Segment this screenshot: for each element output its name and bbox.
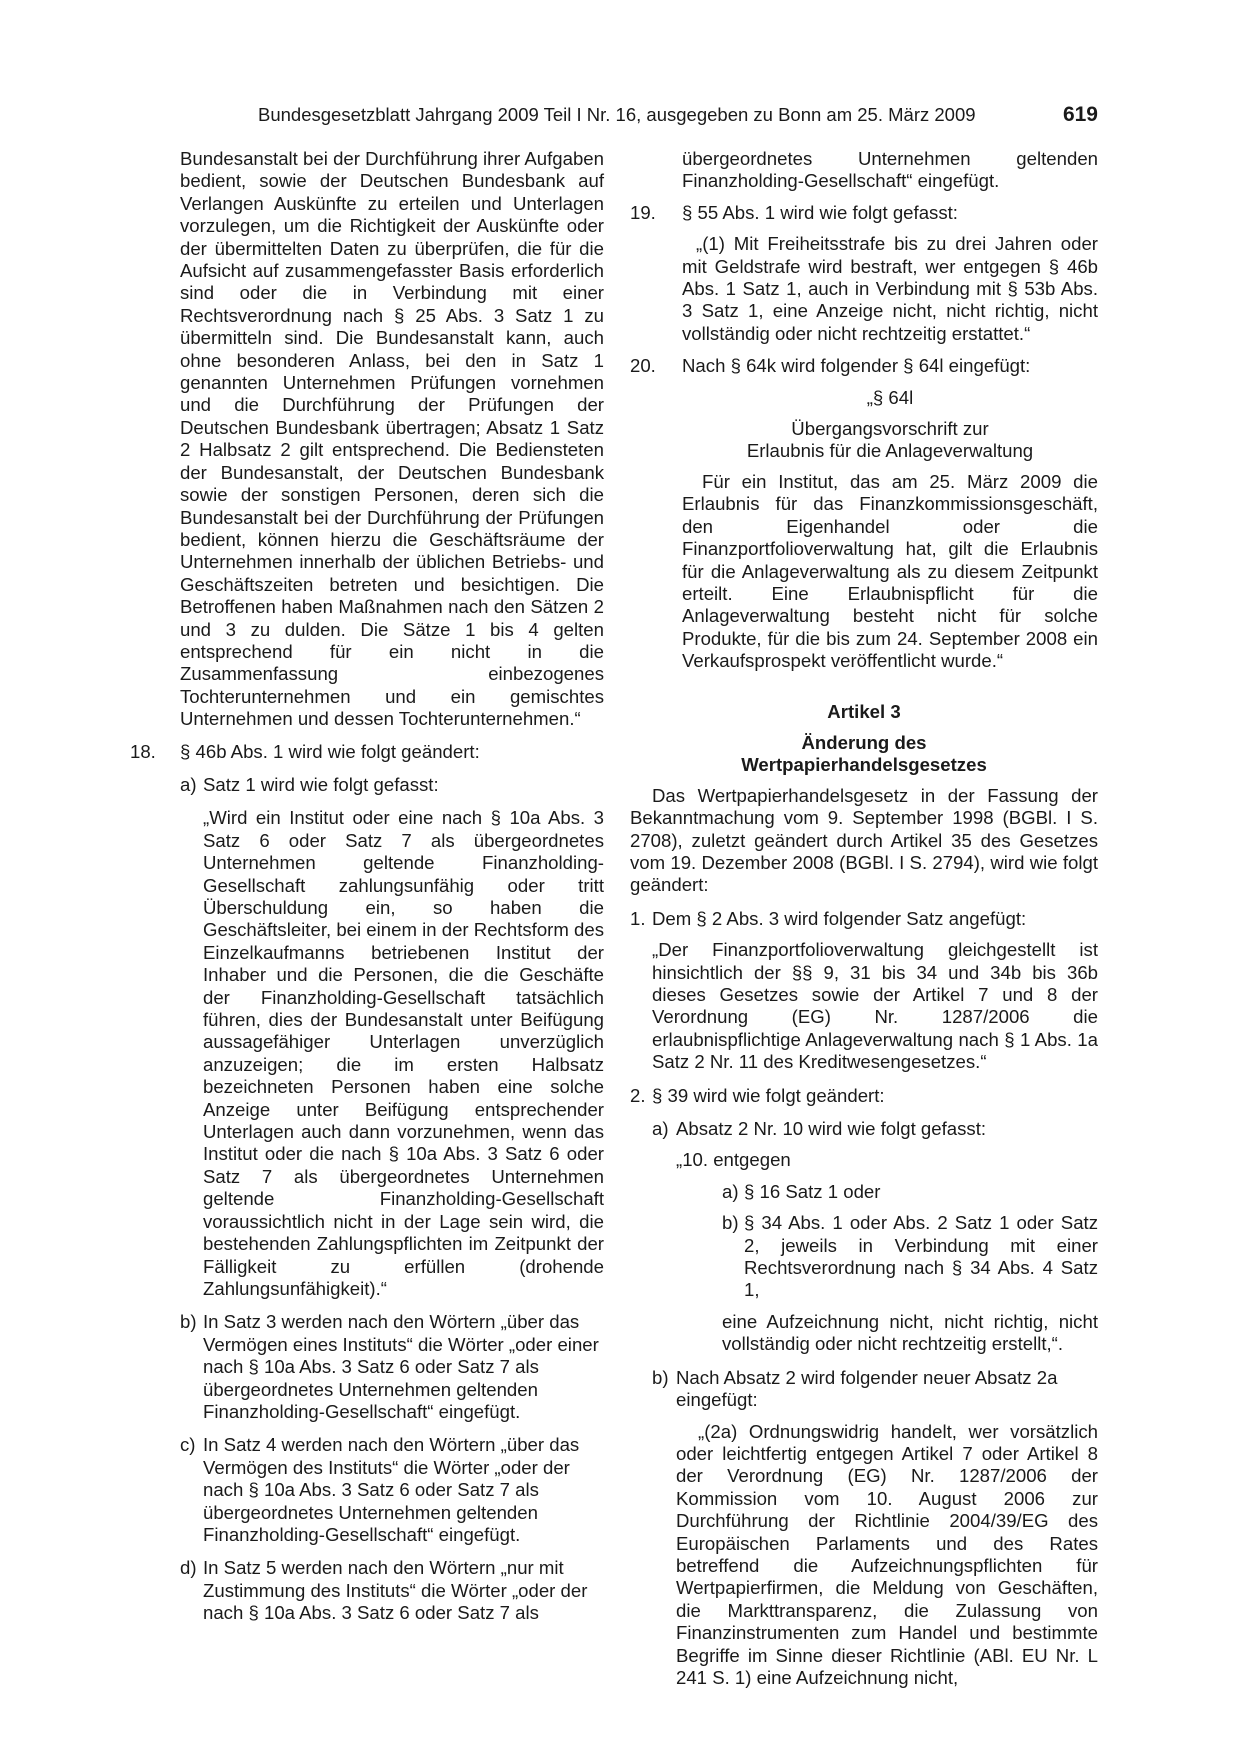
- sub-item-label: b): [652, 1366, 669, 1388]
- item-number: 20.: [630, 355, 656, 377]
- sub-item-text: Satz 1 wird wie folgt gefasst:: [203, 773, 439, 795]
- section-heading: „§ 64l: [866, 386, 914, 408]
- item-text: § 46b Abs. 1 wird wie folgt geändert:: [180, 740, 480, 762]
- sub-item-label: a): [722, 1180, 739, 1202]
- sub-item-d: [180, 1557, 604, 1624]
- article-intro: Das Wertpapierhandelsgesetz in der Fassung der Bekanntmachung vom 9. September 1998 (BGBl. I S. 2708), zuletzt geändert durch Artikel 35 des Gesetzes vom 19. Dezember 2008 (BGBl. I S. 2794), wird wie folgt geändert:: [630, 784, 1098, 896]
- continued-paragraph: Bundesanstalt bei der Durchführung ihrer Aufgaben bedient, sowie der Deutschen Bundesbank auf Verlangen Auskünfte zu erteilen und Unterlagen vorzulegen, um die Richtigkeit der Auskünfte oder der übermittelten Daten zu überprüfen, die für die Aufsicht auf zusammengefasster Basis erforderlich sind oder die in Verbindung mit einer Rechtsverordnung nach § 25 Abs. 3 Satz 1 zu übermitteln sind. Die Bundesanstalt kann, auch ohne besonderen Anlass, bei den in Satz 1 genannten Unternehmen Prüfungen vornehmen und die Durchführung der Prüfungen der Deutschen Bundesbank übertragen; Absatz 1 Satz 2 Halbsatz 2 gilt entsprechend. Die Bediensteten der Bundesanstalt, der Deutschen Bundesbank sowie der sonstigen Personen, deren sich die Bundesanstalt bei der Durchführung der Prüfungen bedient, können hierzu die Geschäftsräume der Unternehmen innerhalb der üblichen Betriebs- und Geschäftszeiten betreten und besichtigen. Die Betroffenen haben Maßnahmen nach den Sätzen 2 und 3 zu dulden. Die Sätze 1 bis 4 gelten entsprechend für ein nicht in die Zusammenfassung einbezogenes Tochterunternehmen und ein gemischtes Unternehmen und dessen Tochterunternehmen.“: [180, 148, 604, 730]
- page-number: 619: [1062, 103, 1098, 126]
- sub-item-text: § 34 Abs. 1 oder Abs. 2 Satz 1 oder Satz 2, jeweils in Verbindung mit einer Rechtsverordnung nach § 34 Abs. 4 Satz 1,: [744, 1212, 1098, 1301]
- section-title-line: Erlaubnis für die Anlageverwaltung: [746, 440, 1034, 462]
- list-item-1: [630, 908, 1098, 930]
- sub-item-b: [180, 1311, 604, 1423]
- left-column: [130, 148, 604, 1625]
- sub-item-text: Nach Absatz 2 wird folgender neuer Absatz 2a eingefügt:: [676, 1366, 1058, 1411]
- quoted-sub-item-b: [722, 1212, 1098, 1302]
- quoted-tail: eine Aufzeichnung nicht, nicht richtig, nicht vollständig oder nicht rechtzeitig erstellt,“.: [722, 1310, 1098, 1355]
- quoted-text: „(2a) Ordnungswidrig handelt, wer vorsätzlich oder leichtfertig entgegen Artikel 7 oder Artikel 8 der Verordnung (EG) Nr. 1287/2006 der Kommission vom 10. August 2006 zur Durchführung der Richtlinie 2004/39/EG des Europäischen Parlaments und des Rates betreffend die Aufzeichnungspflichten für Wertpapierfirmen, die Meldung von Geschäften, die Markttransparenz, die Zulassung von Finanzinstrumenten zum Handel und bestimmte Begriffe im Sinne dieser Richtlinie (ABl. EU Nr. L 241 S. 1) eine Aufzeichnung nicht,: [676, 1420, 1098, 1688]
- quoted-text: „Wird ein Institut oder eine nach § 10a Abs. 3 Satz 6 oder Satz 7 als übergeordnetes Unternehmen geltende Finanzholding-Gesellschaft zahlungsunfähig oder tritt Überschuldung ein, so haben die Geschäftsleiter, bei einem in der Rechtsform des Einzelkaufmanns betriebenen Institut der Inhaber und die Personen, die die Geschäfte der Finanzholding-Gesellschaft tatsächlich führen, dies der Bundesanstalt unter Beifügung aussagefähiger Unterlagen unverzüglich anzuzeigen; die im ersten Halbsatz bezeichneten Personen haben eine solche Anzeige unter Beifügung entsprechender Unterlagen auch dann vorzunehmen, wenn das Institut oder die nach § 10a Abs. 3 Satz 6 oder Satz 7 als übergeordnetes Unternehmen geltende Finanzholding-Gesellschaft voraussichtlich nicht in der Lage sein wird, die bestehenden Zahlungspflichten im Zeitpunkt der Fälligkeit zu erfüllen (drohende Zahlungsunfähigkeit).“: [203, 807, 604, 1299]
- sub-item-label: a): [652, 1118, 669, 1140]
- quoted-sub-item-a: [722, 1181, 1098, 1203]
- list-item-2: [630, 1085, 1098, 1107]
- running-header: [258, 100, 1098, 130]
- sub-item-text: In Satz 3 werden nach den Wörtern „über das Vermögen eines Instituts“ die Wörter „oder einer nach § 10a Abs. 3 Satz 6 oder Satz 7 als übergeordnetes Unternehmen geltenden Finanzholding-Gesellschaft“ eingefügt.: [203, 1311, 599, 1422]
- sub-item-a: [180, 774, 604, 796]
- sub-item-text: In Satz 5 werden nach den Wörtern „nur mit Zustimmung des Instituts“ die Wörter „oder der nach § 10a Abs. 3 Satz 6 oder Satz 7 als: [203, 1557, 588, 1624]
- sub-item-label: a): [180, 773, 197, 795]
- sub-item-a: [652, 1118, 1098, 1140]
- sub-item-text: § 16 Satz 1 oder: [744, 1180, 881, 1202]
- list-item-18: [130, 741, 604, 763]
- item-number: 19.: [630, 201, 656, 223]
- header-title: Bundesgesetzblatt Jahrgang 2009 Teil I Nr. 16, ausgegeben zu Bonn am 25. März 2009: [258, 104, 976, 125]
- item-text: Nach § 64k wird folgender § 64l eingefügt:: [682, 355, 1031, 377]
- list-item-19: [630, 202, 1098, 224]
- item-number: 18.: [130, 740, 156, 762]
- sub-item-label: c): [180, 1434, 196, 1456]
- item-number: 2.: [630, 1084, 646, 1106]
- sub-item-label: b): [722, 1212, 739, 1234]
- sub-item-b: [652, 1367, 1098, 1412]
- section-text: Für ein Institut, das am 25. März 2009 die Erlaubnis für das Finanzkommissionsgeschäft, den Eigenhandel oder die Finanzportfolioverwaltung hat, gilt die Erlaubnis für die Anlageverwaltung als zu diesem Zeitpunkt erteilt. Eine Erlaubnispflicht für die Anlageverwaltung besteht nicht für solche Produkte, für die bis zum 24. September 2008 ein Verkaufsprospekt veröffentlicht wurde.“: [682, 470, 1098, 672]
- article-subtitle: Änderung des: [801, 731, 927, 753]
- sub-item-text: Absatz 2 Nr. 10 wird wie folgt gefasst:: [676, 1118, 987, 1140]
- article-subtitle: Wertpapierhandelsgesetzes: [741, 754, 987, 776]
- item-number: 1.: [630, 907, 646, 929]
- sub-item-c: [180, 1434, 604, 1546]
- article-title: Artikel 3: [827, 700, 901, 722]
- item-text: Dem § 2 Abs. 3 wird folgender Satz angefügt:: [652, 907, 1027, 929]
- quoted-text: „Der Finanzportfolioverwaltung gleichgestellt ist hinsichtlich der §§ 9, 31 bis 34 und 34b bis 36b dieses Gesetzes sowie der Artikel 7 und 8 der Verordnung (EG) Nr. 1287/2006 die erlaubnispflichtige Anlageverwaltung nach § 1 Abs. 1a Satz 2 Nr. 11 des Kreditwesengesetzes.“: [652, 939, 1098, 1073]
- item-text: § 39 wird wie folgt geändert:: [652, 1084, 885, 1106]
- inserted-section: [682, 387, 1098, 673]
- item-text: § 55 Abs. 1 wird wie folgt gefasst:: [682, 201, 958, 223]
- section-title-line: Übergangsvorschrift zur: [791, 418, 989, 440]
- right-column: [630, 148, 1098, 1689]
- quoted-heading: „10. entgegen: [676, 1149, 791, 1171]
- continued-paragraph: übergeordnetes Unternehmen geltenden Finanzholding-Gesellschaft“ eingefügt.: [682, 148, 1098, 192]
- sub-item-text: In Satz 4 werden nach den Wörtern „über das Vermögen des Instituts“ die Wörter „oder der nach § 10a Abs. 3 Satz 6 oder Satz 7 als übergeordnetes Unternehmen geltenden Finanzholding-Gesellschaft“ eingefügt.: [203, 1434, 580, 1545]
- quoted-text: „(1) Mit Freiheitsstrafe bis zu drei Jahren oder mit Geldstrafe wird bestraft, wer entgegen § 46b Abs. 1 Satz 1, auch in Verbindung mit § 53b Abs. 3 Satz 1, eine Anzeige nicht, nicht richtig, nicht vollständig oder nicht rechtzeitig erstattet.“: [682, 233, 1098, 344]
- list-item-20: [630, 355, 1098, 377]
- sub-item-label: b): [180, 1311, 197, 1333]
- sub-item-label: d): [180, 1557, 197, 1579]
